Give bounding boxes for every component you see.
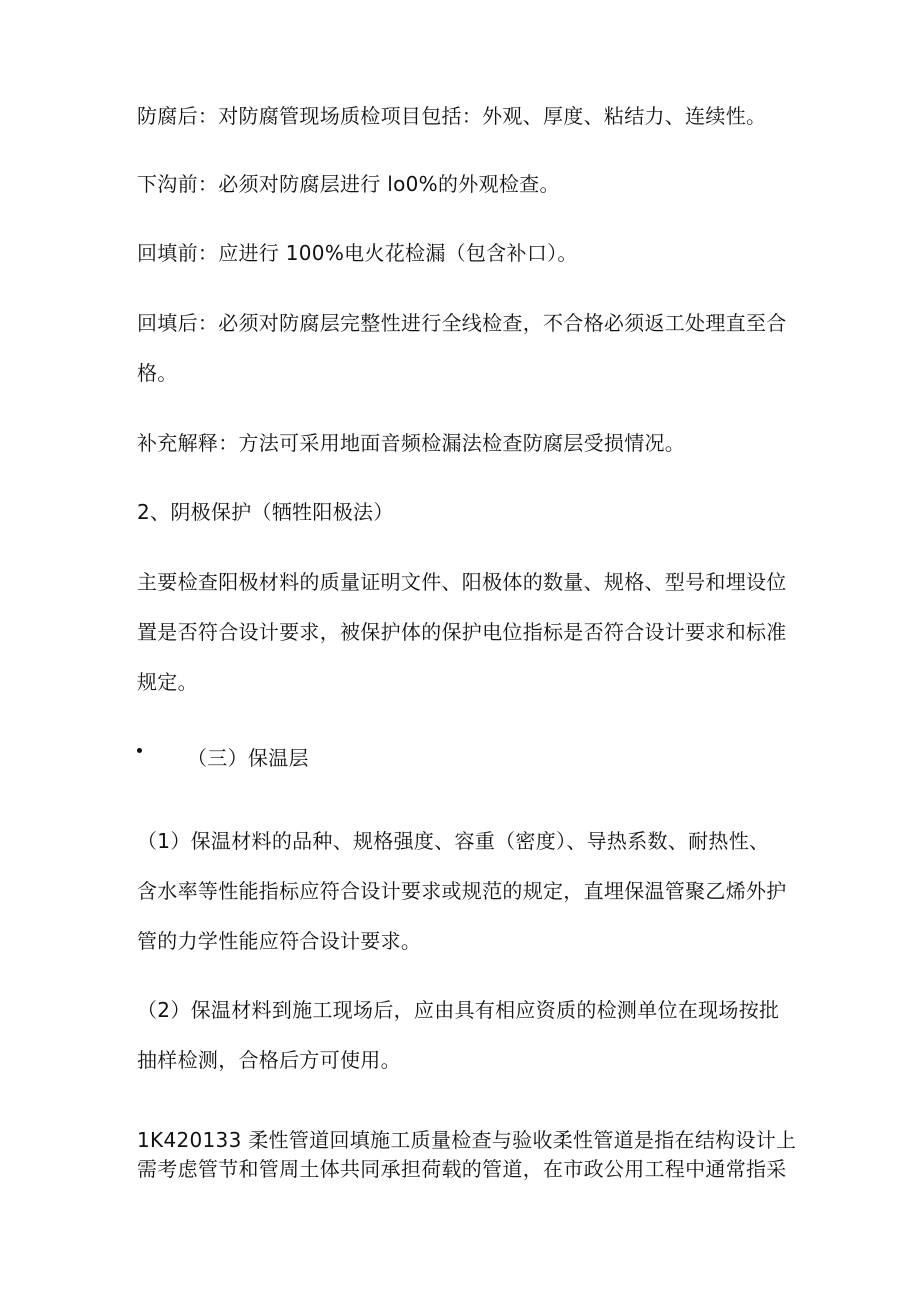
paragraph-flexible-pipe-line2: 需考虑管节和管周土体共同承担荷载的管道，在市政公用工程中通常指采 [137, 1157, 787, 1181]
bullet-icon [137, 748, 142, 753]
paragraph-insulation-1-line1: （1）保温材料的品种、规格强度、容重（密度）、导热系数、耐热性、 [137, 829, 770, 853]
paragraph-insulation-2-line2: 抽样检测，合格后方可使用。 [137, 1048, 401, 1072]
paragraph-anticorrosion-after: 防腐后：对防腐管现场质检项目包括：外观、厚度、粘结力、连续性。 [137, 104, 767, 128]
paragraph-insulation-2-line1: （2）保温材料到施工现场后，应由具有相应资质的检测单位在现场按批 [137, 998, 780, 1022]
paragraph-supplementary-note: 补充解释：方法可采用地面音频检漏法检查防腐层受损情况。 [137, 431, 686, 455]
section-heading-cathodic-protection: 2、阴极保护（牺牲阳极法） [137, 500, 394, 524]
paragraph-anode-check-line2: 置是否符合设计要求，被保护体的保护电位指标是否符合设计要求和标准 [137, 620, 787, 644]
paragraph-after-backfill-line2: 格。 [137, 361, 178, 385]
paragraph-after-backfill-line1: 回填后：必须对防腐层完整性进行全线检查，不合格必须返工处理直至合 [137, 311, 787, 335]
paragraph-anode-check-line3: 规定。 [137, 670, 198, 694]
paragraph-flexible-pipe-line1: 1K420133 柔性管道回填施工质量检查与验收柔性管道是指在结构设计上 [137, 1128, 797, 1152]
paragraph-before-trench: 下沟前：必须对防腐层进行 lo0%的外观检查。 [137, 172, 560, 196]
section-heading-insulation-layer: （三）保温层 [187, 746, 309, 770]
paragraph-insulation-1-line2: 含水率等性能指标应符合设计要求或规范的规定，直埋保温管聚乙烯外护 [137, 879, 787, 903]
paragraph-insulation-1-line3: 管的力学性能应符合设计要求。 [137, 929, 422, 953]
paragraph-before-backfill: 回填前：应进行 100%电火花检漏（包含补口）。 [137, 241, 578, 265]
paragraph-anode-check-line1: 主要检查阳极材料的质量证明文件、阳极体的数量、规格、型号和埋设位 [137, 570, 787, 594]
